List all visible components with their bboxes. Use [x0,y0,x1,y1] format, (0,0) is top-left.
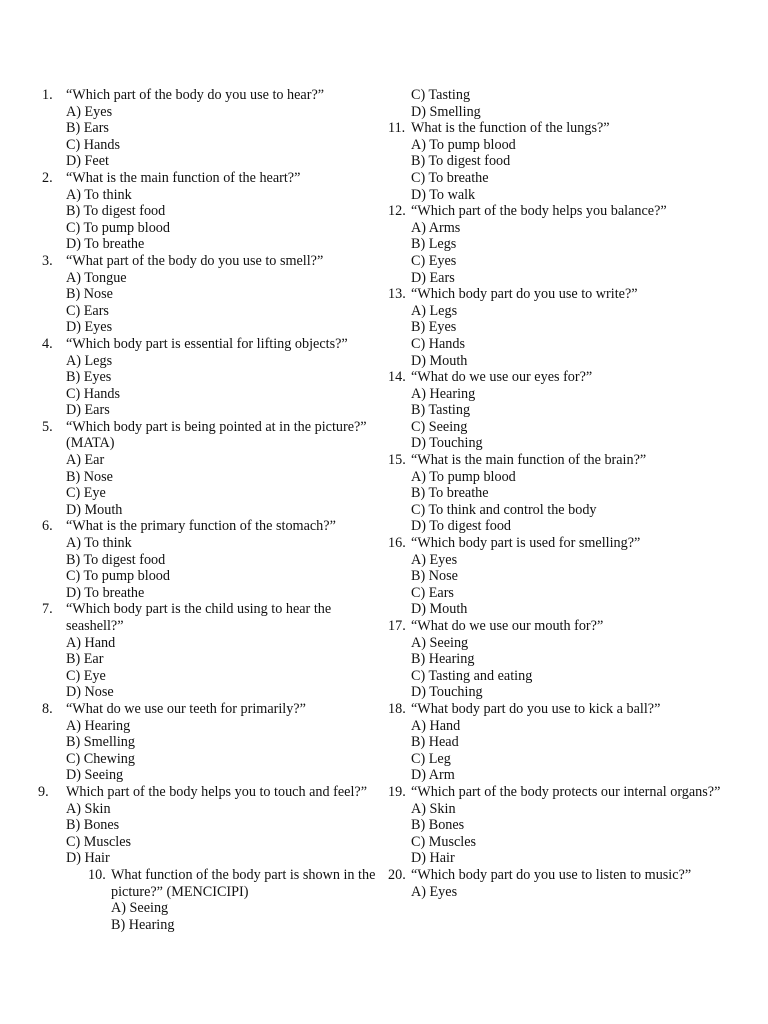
right-column [384,87,768,900]
question-number: 12. [388,203,406,220]
question-number: 1. [42,87,53,103]
question-number: 20. [388,866,406,883]
question-text: “What is the main function of the brain?” [411,452,647,469]
question-number: 6. [42,518,53,535]
answer-option: B) Head [411,734,459,751]
answer-option: A) To pump blood [411,136,516,153]
question-item [384,784,768,867]
answer-option: B) Nose [411,568,458,585]
question-text: “Which part of the body protects our internal organs?” [411,783,721,800]
answer-option: D) Touching [411,435,483,452]
answer-option: A) Eyes [411,551,458,568]
question-item [0,784,380,867]
answer-option: A) Tongue [66,269,127,286]
question-text: “What is the main function of the heart?” [66,169,301,186]
answer-option: C) Tasting and eating [411,667,533,684]
answer-option: A) Skin [66,800,111,817]
question-number: 5. [42,418,53,435]
answer-option: C) Chewing [66,750,135,767]
answer-option: D) Ears [411,269,455,286]
answer-option: C) Eye [66,667,106,684]
answer-option: B) To digest food [66,203,166,220]
question-item [0,336,380,419]
question-text: “Which part of the body do you use to hear?” [66,87,325,103]
answer-option: C) Eyes [411,252,457,269]
answer-option: A) Legs [411,302,458,319]
question-item [384,867,768,900]
answer-option: A) Ear [66,452,105,469]
question-number: 10. [88,866,106,883]
answer-option: D) Eyes [66,319,113,336]
question-text: Which part of the body helps you to touch and feel?” [66,783,367,800]
answer-option: D) Feet [66,153,109,170]
answer-option: D) To breathe [66,236,145,253]
answer-option: D) Mouth [66,501,123,518]
question-text: “What do we use our mouth for?” [411,618,604,634]
answer-option: C) Eye [66,485,106,502]
answer-option: D) Ears [66,402,110,419]
answer-option: B) Ears [66,120,109,137]
answer-option: C) To pump blood [66,568,170,585]
question-text: “Which body part do you use to listen to music?” [411,866,692,883]
question-text: “What is the primary function of the stomach?” [66,518,336,535]
question-text: “Which part of the body helps you balance?” [411,203,667,220]
question-text: “Which body part is the child using to hear the seashell?” [66,601,332,634]
question-number: 11. [388,120,406,137]
question-text: “What body part do you use to kick a ball?” [411,700,661,717]
answer-option: B) Eyes [66,369,112,386]
answer-option: D) Touching [411,684,483,701]
answer-option: A) Hearing [411,385,476,402]
answer-option: D) Hair [411,850,455,867]
question-item [384,286,768,369]
answer-option: A) Seeing [111,900,169,917]
answer-option: B) Legs [411,236,457,253]
answer-option: B) To digest food [66,551,166,568]
answer-option: B) Nose [66,468,113,485]
question-number: 16. [388,535,406,552]
question-number: 8. [42,700,53,717]
question-item [0,701,380,784]
answer-option: A) Eyes [411,883,458,900]
answer-option: D) Mouth [411,352,468,369]
answer-option: A) Eyes [66,103,113,120]
answer-option: C) Hands [66,136,120,153]
answer-option: B) Hearing [111,916,175,933]
question-item [384,203,768,286]
answer-option: A) Arms [411,219,461,236]
question-number: 9. [38,783,49,800]
answer-option: B) Hearing [411,651,475,668]
question-text: What is the function of the lungs?” [411,120,610,137]
question-item [0,170,380,253]
answer-option: C) Muscles [66,833,132,850]
question-text: What function of the body part is shown in the picture?” (MENCICIPI) [111,866,376,900]
answer-option: C) Tasting [411,87,471,103]
question-number: 4. [42,335,53,352]
question-item [384,120,768,203]
answer-option: D) Smelling [411,103,481,120]
question-number: 17. [388,618,406,634]
question-number: 2. [42,169,53,186]
answer-option: D) Arm [411,767,455,784]
answer-option: B) Nose [66,286,113,303]
answer-option: B) Tasting [411,402,471,419]
answer-option: C) Ears [411,584,454,601]
question-item [0,87,380,170]
answer-option: C) Hands [66,385,120,402]
answer-option: A) Skin [411,800,456,817]
answer-option: D) To walk [411,186,476,203]
question-10-continuation [384,87,768,120]
question-text: “Which body part is being pointed at in the picture?” (MATA) [66,418,367,452]
answer-option: C) Hands [411,335,465,352]
answer-option: C) Ears [66,302,109,319]
answer-option: A) To think [66,535,132,552]
left-column [0,87,380,933]
question-number: 19. [388,783,406,800]
answer-option: B) Smelling [66,734,135,751]
answer-option: B) To digest food [411,153,511,170]
answer-option: B) Eyes [411,319,457,336]
answer-option: D) To digest food [411,518,512,535]
answer-option: C) Seeing [411,418,468,435]
question-number: 7. [42,601,53,618]
question-text: “Which body part do you use to write?” [411,286,638,303]
answer-option: D) To breathe [66,584,145,601]
answer-option: D) Mouth [411,601,468,618]
answer-option: A) Seeing [411,634,469,651]
answer-option: B) Ear [66,651,104,668]
question-number: 18. [388,700,406,717]
answer-option: A) To think [66,186,132,203]
question-text: “Which body part is used for smelling?” [411,535,641,552]
answer-option: B) To breathe [411,485,489,502]
question-number: 14. [388,369,406,386]
question-number: 13. [388,286,406,303]
answer-option: C) Leg [411,750,451,767]
answer-option: C) To breathe [411,169,489,186]
answer-option: A) To pump blood [411,468,516,485]
answer-option: D) Hair [66,850,110,867]
answer-option: A) Hand [411,717,461,734]
answer-option: A) Legs [66,352,113,369]
answer-option: A) Hearing [66,717,131,734]
question-item [0,419,380,519]
question-item [0,518,380,601]
answer-option: C) Muscles [411,833,477,850]
answer-option: D) Nose [66,684,114,701]
question-item [384,452,768,535]
answer-option: B) Bones [411,817,465,834]
question-item [0,253,380,336]
question-number: 3. [42,252,53,269]
question-text: “Which body part is essential for lifting objects?” [66,335,348,352]
answer-option: C) To think and control the body [411,501,597,518]
question-item [384,369,768,452]
question-item [384,701,768,784]
answer-option: B) Bones [66,817,120,834]
question-item [384,618,768,701]
question-item [384,535,768,618]
question-text: “What do we use our eyes for?” [411,369,593,386]
question-number: 15. [388,452,406,469]
question-item [0,601,380,701]
answer-option: D) Seeing [66,767,124,784]
question-text: “What do we use our teeth for primarily?” [66,700,306,717]
question-text: “What part of the body do you use to smell?” [66,252,324,269]
question-item [0,867,380,933]
answer-option: A) Hand [66,634,116,651]
answer-option: C) To pump blood [66,219,170,236]
